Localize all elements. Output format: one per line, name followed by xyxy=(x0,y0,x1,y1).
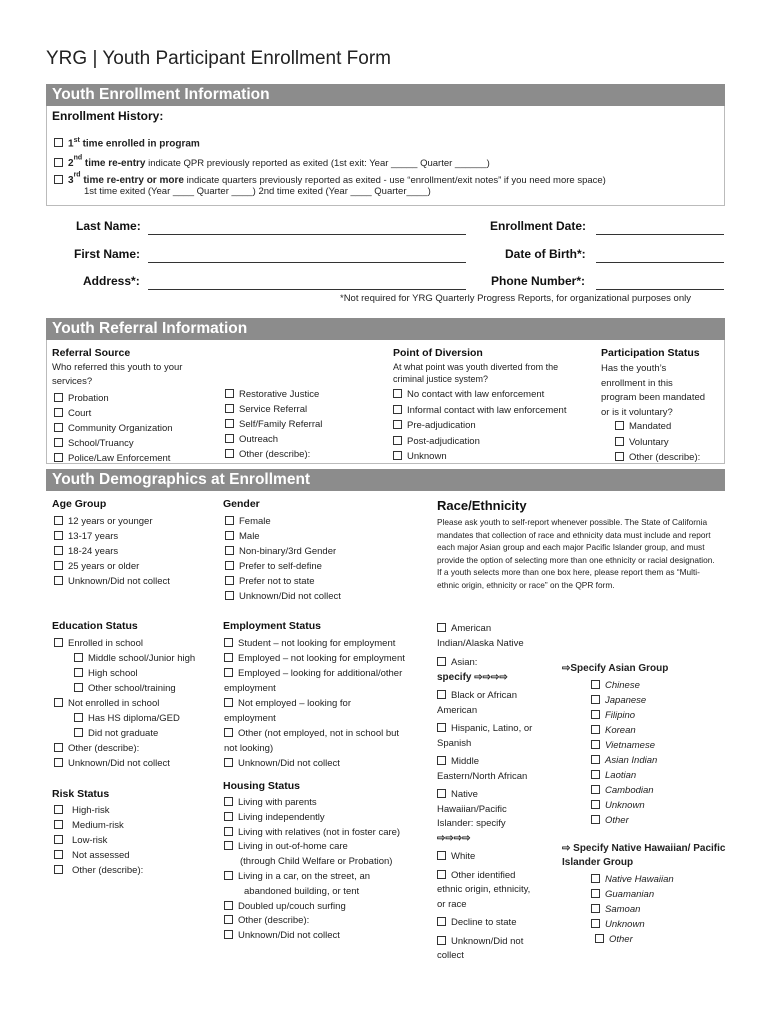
housing-option-cont: abandoned building, or tent xyxy=(244,885,360,897)
checkbox[interactable] xyxy=(591,815,600,824)
nhpi-group-option[interactable]: Guamanian xyxy=(591,887,674,902)
checkbox[interactable] xyxy=(225,449,234,458)
nhpi-group-list xyxy=(591,872,674,947)
diversion-question: At what point was youth diverted from the xyxy=(393,362,559,372)
section-referral-header: Youth Referral Information xyxy=(46,318,725,340)
checkbox[interactable] xyxy=(437,723,446,732)
race-heading: Race/Ethnicity xyxy=(437,498,527,513)
risk-heading: Risk Status xyxy=(52,788,110,800)
race-list: American Indian/Alaska Native Asian: specify ⇨⇨⇨⇨ Black or African American Hispanic, Latino, or Spanish Middle Eastern/North African Native Hawaiian/Pacific Islander: specify ⇨⇨⇨⇨ White Other identified ethnic origin, ethnicity, or race Decline to state Unknown/Did not collect xyxy=(437,623,533,961)
checkbox[interactable] xyxy=(224,653,233,662)
referral-option[interactable]: Other (describe): xyxy=(225,447,322,462)
education-heading: Education Status xyxy=(52,620,138,632)
referral-source-heading: Referral Source xyxy=(52,347,131,359)
dob-field[interactable] xyxy=(596,262,724,263)
asian-group-option[interactable]: Vietnamese xyxy=(591,738,657,753)
education-option[interactable]: Other school/training xyxy=(54,681,195,696)
employment-option[interactable]: Student – not looking for employment xyxy=(224,636,405,651)
gender-option[interactable]: Unknown/Did not collect xyxy=(225,589,341,604)
checkbox[interactable] xyxy=(54,546,63,555)
section-demographics-header: Youth Demographics at Enrollment xyxy=(46,469,725,491)
checkbox[interactable] xyxy=(54,408,63,417)
checkbox[interactable] xyxy=(224,915,233,924)
gender-option[interactable]: Male xyxy=(225,529,341,544)
checkbox[interactable] xyxy=(224,901,233,910)
referral-option[interactable]: Probation xyxy=(54,391,173,406)
housing-option[interactable]: Living with parents xyxy=(224,796,400,811)
checkbox[interactable] xyxy=(615,452,624,461)
checkbox[interactable] xyxy=(224,841,233,850)
housing-option[interactable]: Doubled up/couch surfing xyxy=(224,900,400,915)
housing-option[interactable]: Living with relatives (not in foster care) xyxy=(224,826,400,841)
checkbox[interactable] xyxy=(225,591,234,600)
checkbox[interactable] xyxy=(591,904,600,913)
checkbox[interactable] xyxy=(615,437,624,446)
gender-list xyxy=(225,514,341,604)
checkbox[interactable] xyxy=(225,419,234,428)
checkbox[interactable] xyxy=(54,850,63,859)
referral-option[interactable]: Outreach xyxy=(225,432,322,447)
last-name-field[interactable] xyxy=(148,234,466,235)
referral-source-question-2: services? xyxy=(52,376,93,387)
participation-question: Has the youth’s enrollment in this program been mandated or is it voluntary? xyxy=(601,363,706,418)
education-option[interactable]: Has HS diploma/GED xyxy=(54,711,195,726)
referral-option[interactable]: Restorative Justice xyxy=(225,387,322,402)
checkbox[interactable] xyxy=(54,531,63,540)
page-title: YRG | Youth Participant Enrollment Form xyxy=(46,48,391,69)
age-option[interactable]: Unknown/Did not collect xyxy=(54,574,170,589)
age-group-heading: Age Group xyxy=(52,498,107,510)
checkbox[interactable] xyxy=(393,436,402,445)
third-time-exit-line: 1st time exited (Year ____ Quarter ____) 2nd time exited (Year ____ Quarter____) xyxy=(84,186,431,197)
race-option[interactable]: American xyxy=(437,622,532,637)
nhpi-group-heading-2: Islander Group xyxy=(562,857,634,868)
phone-field[interactable] xyxy=(596,289,724,290)
asian-group-heading: ⇨Specify Asian Group xyxy=(562,663,669,674)
checkbox[interactable] xyxy=(393,389,402,398)
referral-option[interactable]: Police/Law Enforcement xyxy=(54,451,173,466)
nhpi-group-heading: ⇨ Specify Native Hawaiian/ Pacific xyxy=(562,843,726,854)
race-option[interactable]: Asian: xyxy=(437,656,532,671)
race-option[interactable]: Hispanic, Latino, or xyxy=(437,722,532,737)
checkbox[interactable] xyxy=(54,835,63,844)
checkbox[interactable] xyxy=(225,576,234,585)
checkbox[interactable] xyxy=(591,770,600,779)
checkbox[interactable] xyxy=(437,756,446,765)
checkbox[interactable] xyxy=(591,800,600,809)
checkbox[interactable] xyxy=(54,175,63,184)
race-option[interactable]: Native xyxy=(437,788,532,803)
second-time-option[interactable]: 2nd time re-entry indicate QPR previously reported as exited (1st exit: Year _____ Quarter ______) xyxy=(54,153,490,171)
participation-option[interactable]: Mandated xyxy=(615,419,700,435)
checkbox[interactable] xyxy=(54,698,63,707)
referral-option[interactable]: Court xyxy=(54,406,173,421)
race-instructions: Please ask youth to self-report whenever possible. The State of California mandates that collection of race and ethnicity data must include and report each major Asian group and each major Pacific Islander group, and must provide the option of selecting more than one ethnicity or racial designation. If a youth selects more than one box here, please report them as “Multi-ethnic origin, ethnicity or race” on the QPR form. xyxy=(437,517,715,590)
age-option[interactable]: 13-17 years xyxy=(54,529,170,544)
gender-heading: Gender xyxy=(223,498,260,510)
age-option[interactable]: 18-24 years xyxy=(54,544,170,559)
checkbox[interactable] xyxy=(591,725,600,734)
asian-group-list xyxy=(591,678,657,828)
checkbox[interactable] xyxy=(224,638,233,647)
risk-option[interactable]: Other (describe): xyxy=(54,863,143,878)
risk-option[interactable]: High-risk xyxy=(54,803,143,818)
last-name-label: Last Name: xyxy=(76,219,141,233)
checkbox[interactable] xyxy=(393,451,402,460)
checkbox[interactable] xyxy=(54,576,63,585)
diversion-option[interactable]: Informal contact with law enforcement xyxy=(393,403,566,419)
referral-option[interactable]: School/Truancy xyxy=(54,436,173,451)
employment-option[interactable]: Employed – not looking for employment xyxy=(224,651,405,666)
checkbox[interactable] xyxy=(224,871,233,880)
first-name-field[interactable] xyxy=(148,262,466,263)
education-option[interactable]: Did not graduate xyxy=(54,726,195,741)
checkbox[interactable] xyxy=(54,743,63,752)
checkbox[interactable] xyxy=(591,889,600,898)
checkbox[interactable] xyxy=(591,874,600,883)
diversion-list xyxy=(393,387,566,465)
education-option[interactable]: Not enrolled in school xyxy=(54,696,195,711)
checkbox[interactable] xyxy=(224,758,233,767)
gender-option[interactable]: Female xyxy=(225,514,341,529)
asian-group-option[interactable]: Cambodian xyxy=(591,783,657,798)
referral-option[interactable]: Service Referral xyxy=(225,402,322,417)
race-option[interactable]: Other identified xyxy=(437,869,532,884)
diversion-option[interactable]: Post-adjudication xyxy=(393,434,566,450)
asian-group-option[interactable]: Other xyxy=(591,813,657,828)
housing-option[interactable]: Living in out-of-home care xyxy=(224,840,400,855)
phone-label: Phone Number*: xyxy=(491,274,586,288)
checkbox[interactable] xyxy=(54,638,63,647)
checkbox[interactable] xyxy=(437,623,446,632)
asian-group-option[interactable]: Japanese xyxy=(591,693,657,708)
first-name-label: First Name: xyxy=(74,247,141,261)
education-option[interactable]: Middle school/Junior high xyxy=(54,651,195,666)
checkbox[interactable] xyxy=(437,690,446,699)
nhpi-group-option[interactable]: Other xyxy=(591,932,674,947)
housing-option[interactable]: Living in a car, on the street, an xyxy=(224,870,400,885)
checkbox[interactable] xyxy=(54,561,63,570)
housing-heading: Housing Status xyxy=(223,780,301,792)
employment-option[interactable]: Employed – looking for additional/other xyxy=(224,666,405,681)
checkbox[interactable] xyxy=(224,827,233,836)
referral-source-question: Who referred this youth to your xyxy=(52,362,183,373)
address-label: Address*: xyxy=(83,274,140,288)
checkbox[interactable] xyxy=(595,934,604,943)
participation-option[interactable]: Other (describe): xyxy=(615,450,700,466)
checkbox[interactable] xyxy=(224,728,233,737)
checkbox[interactable] xyxy=(591,695,600,704)
checkbox[interactable] xyxy=(225,434,234,443)
checkbox[interactable] xyxy=(225,404,234,413)
housing-option[interactable]: Unknown/Did not collect xyxy=(224,929,400,944)
risk-list xyxy=(54,803,143,878)
housing-option[interactable]: Other (describe): xyxy=(224,914,400,929)
checkbox[interactable] xyxy=(54,138,63,147)
checkbox[interactable] xyxy=(54,423,63,432)
checkbox[interactable] xyxy=(54,393,63,402)
checkbox[interactable] xyxy=(54,516,63,525)
referral-option[interactable]: Self/Family Referral xyxy=(225,417,322,432)
nhpi-group-option[interactable]: Native Hawaiian xyxy=(591,872,674,887)
participation-list xyxy=(615,419,700,466)
housing-option[interactable]: Living independently xyxy=(224,811,400,826)
nhpi-group-option[interactable]: Samoan xyxy=(591,902,674,917)
risk-option[interactable]: Low-risk xyxy=(54,833,143,848)
asian-group-option[interactable]: Laotian xyxy=(591,768,657,783)
asian-group-option[interactable]: Korean xyxy=(591,723,657,738)
checkbox[interactable] xyxy=(224,698,233,707)
checkbox[interactable] xyxy=(224,668,233,677)
diversion-heading: Point of Diversion xyxy=(393,347,483,359)
third-time-option[interactable]: 3rd time re-entry or more indicate quarters previously reported as exited - use “enrollment/exit notes” if you need more space) xyxy=(54,170,606,188)
education-option[interactable]: High school xyxy=(54,666,195,681)
asian-group-option[interactable]: Chinese xyxy=(591,678,657,693)
enrollment-date-field[interactable] xyxy=(596,234,724,235)
checkbox[interactable] xyxy=(225,531,234,540)
employment-option[interactable]: Not employed – looking for xyxy=(224,696,405,711)
enrollment-date-label: Enrollment Date: xyxy=(490,219,587,233)
employment-list xyxy=(224,636,405,771)
checkbox[interactable] xyxy=(224,797,233,806)
checkbox[interactable] xyxy=(591,740,600,749)
housing-option-cont: (through Child Welfare or Probation) xyxy=(240,856,393,868)
checkbox[interactable] xyxy=(224,930,233,939)
checkbox[interactable] xyxy=(591,785,600,794)
employment-option-cont: employment xyxy=(224,713,276,724)
checkbox[interactable] xyxy=(74,653,83,662)
gender-option[interactable]: Prefer not to state xyxy=(225,574,341,589)
checkbox[interactable] xyxy=(393,405,402,414)
education-list xyxy=(54,636,195,771)
race-option[interactable]: Middle xyxy=(437,755,532,770)
first-time-option[interactable]: 1st time enrolled in program xyxy=(54,137,200,149)
risk-option[interactable]: Not assessed xyxy=(54,848,143,863)
checkbox[interactable] xyxy=(225,561,234,570)
employment-option-cont: not looking) xyxy=(224,743,274,754)
education-option[interactable]: Other (describe): xyxy=(54,741,195,756)
checkbox[interactable] xyxy=(54,820,63,829)
checkbox[interactable] xyxy=(74,728,83,737)
age-group-list xyxy=(54,514,170,589)
education-option[interactable]: Enrolled in school xyxy=(54,636,195,651)
checkbox[interactable] xyxy=(54,865,63,874)
employment-option[interactable]: Other (not employed, not in school but xyxy=(224,726,405,741)
education-option[interactable]: Unknown/Did not collect xyxy=(54,756,195,771)
dob-label: Date of Birth*: xyxy=(505,247,586,261)
checkbox[interactable] xyxy=(54,758,63,767)
gender-option[interactable]: Non-binary/3rd Gender xyxy=(225,544,341,559)
diversion-option[interactable]: Pre-adjudication xyxy=(393,418,566,434)
checkbox[interactable] xyxy=(437,917,446,926)
age-option[interactable]: 12 years or younger xyxy=(54,514,170,529)
race-option[interactable]: Black or African xyxy=(437,689,532,704)
checkbox[interactable] xyxy=(591,710,600,719)
checkbox[interactable] xyxy=(437,657,446,666)
checkbox[interactable] xyxy=(615,421,624,430)
checkbox[interactable] xyxy=(54,453,63,462)
section-enrollment-header: Youth Enrollment Information xyxy=(46,84,725,106)
employment-option-cont: employment xyxy=(224,683,276,694)
asian-group-option[interactable]: Asian Indian xyxy=(591,753,657,768)
checkbox[interactable] xyxy=(224,812,233,821)
checkbox[interactable] xyxy=(225,546,234,555)
housing-list xyxy=(224,796,400,944)
checkbox[interactable] xyxy=(437,851,446,860)
race-option[interactable]: Decline to state xyxy=(437,916,532,931)
referral-source-list-2 xyxy=(225,387,322,462)
referral-source-list xyxy=(54,391,173,466)
participation-option[interactable]: Voluntary xyxy=(615,435,700,451)
race-option[interactable]: White xyxy=(437,850,532,865)
checkbox[interactable] xyxy=(225,516,234,525)
risk-option[interactable]: Medium-risk xyxy=(54,818,143,833)
diversion-option[interactable]: Unknown xyxy=(393,449,566,465)
nhpi-group-option[interactable]: Unknown xyxy=(591,917,674,932)
checkbox[interactable] xyxy=(225,389,234,398)
checkbox[interactable] xyxy=(54,438,63,447)
gender-option[interactable]: Prefer to self-define xyxy=(225,559,341,574)
enrollment-history-label: Enrollment History: xyxy=(52,109,164,123)
employment-heading: Employment Status xyxy=(223,620,322,632)
employment-option[interactable]: Unknown/Did not collect xyxy=(224,756,405,771)
checkbox[interactable] xyxy=(74,713,83,722)
footnote: *Not required for YRG Quarterly Progress Reports, for organizational purposes only xyxy=(340,293,691,304)
checkbox[interactable] xyxy=(54,805,63,814)
checkbox[interactable] xyxy=(437,789,446,798)
checkbox[interactable] xyxy=(437,936,446,945)
participation-heading: Participation Status xyxy=(601,347,700,359)
checkbox[interactable] xyxy=(437,870,446,879)
checkbox[interactable] xyxy=(591,755,600,764)
diversion-option[interactable]: No contact with law enforcement xyxy=(393,387,566,403)
age-option[interactable]: 25 years or older xyxy=(54,559,170,574)
asian-group-option[interactable]: Filipino xyxy=(591,708,657,723)
checkbox[interactable] xyxy=(591,919,600,928)
asian-group-option[interactable]: Unknown xyxy=(591,798,657,813)
address-field[interactable] xyxy=(148,289,466,290)
diversion-question-2: criminal justice system? xyxy=(393,374,489,384)
checkbox[interactable] xyxy=(591,680,600,689)
referral-option[interactable]: Community Organization xyxy=(54,421,173,436)
checkbox[interactable] xyxy=(74,683,83,692)
checkbox[interactable] xyxy=(54,158,63,167)
race-option[interactable]: Unknown/Did not xyxy=(437,935,532,950)
checkbox[interactable] xyxy=(393,420,402,429)
checkbox[interactable] xyxy=(74,668,83,677)
